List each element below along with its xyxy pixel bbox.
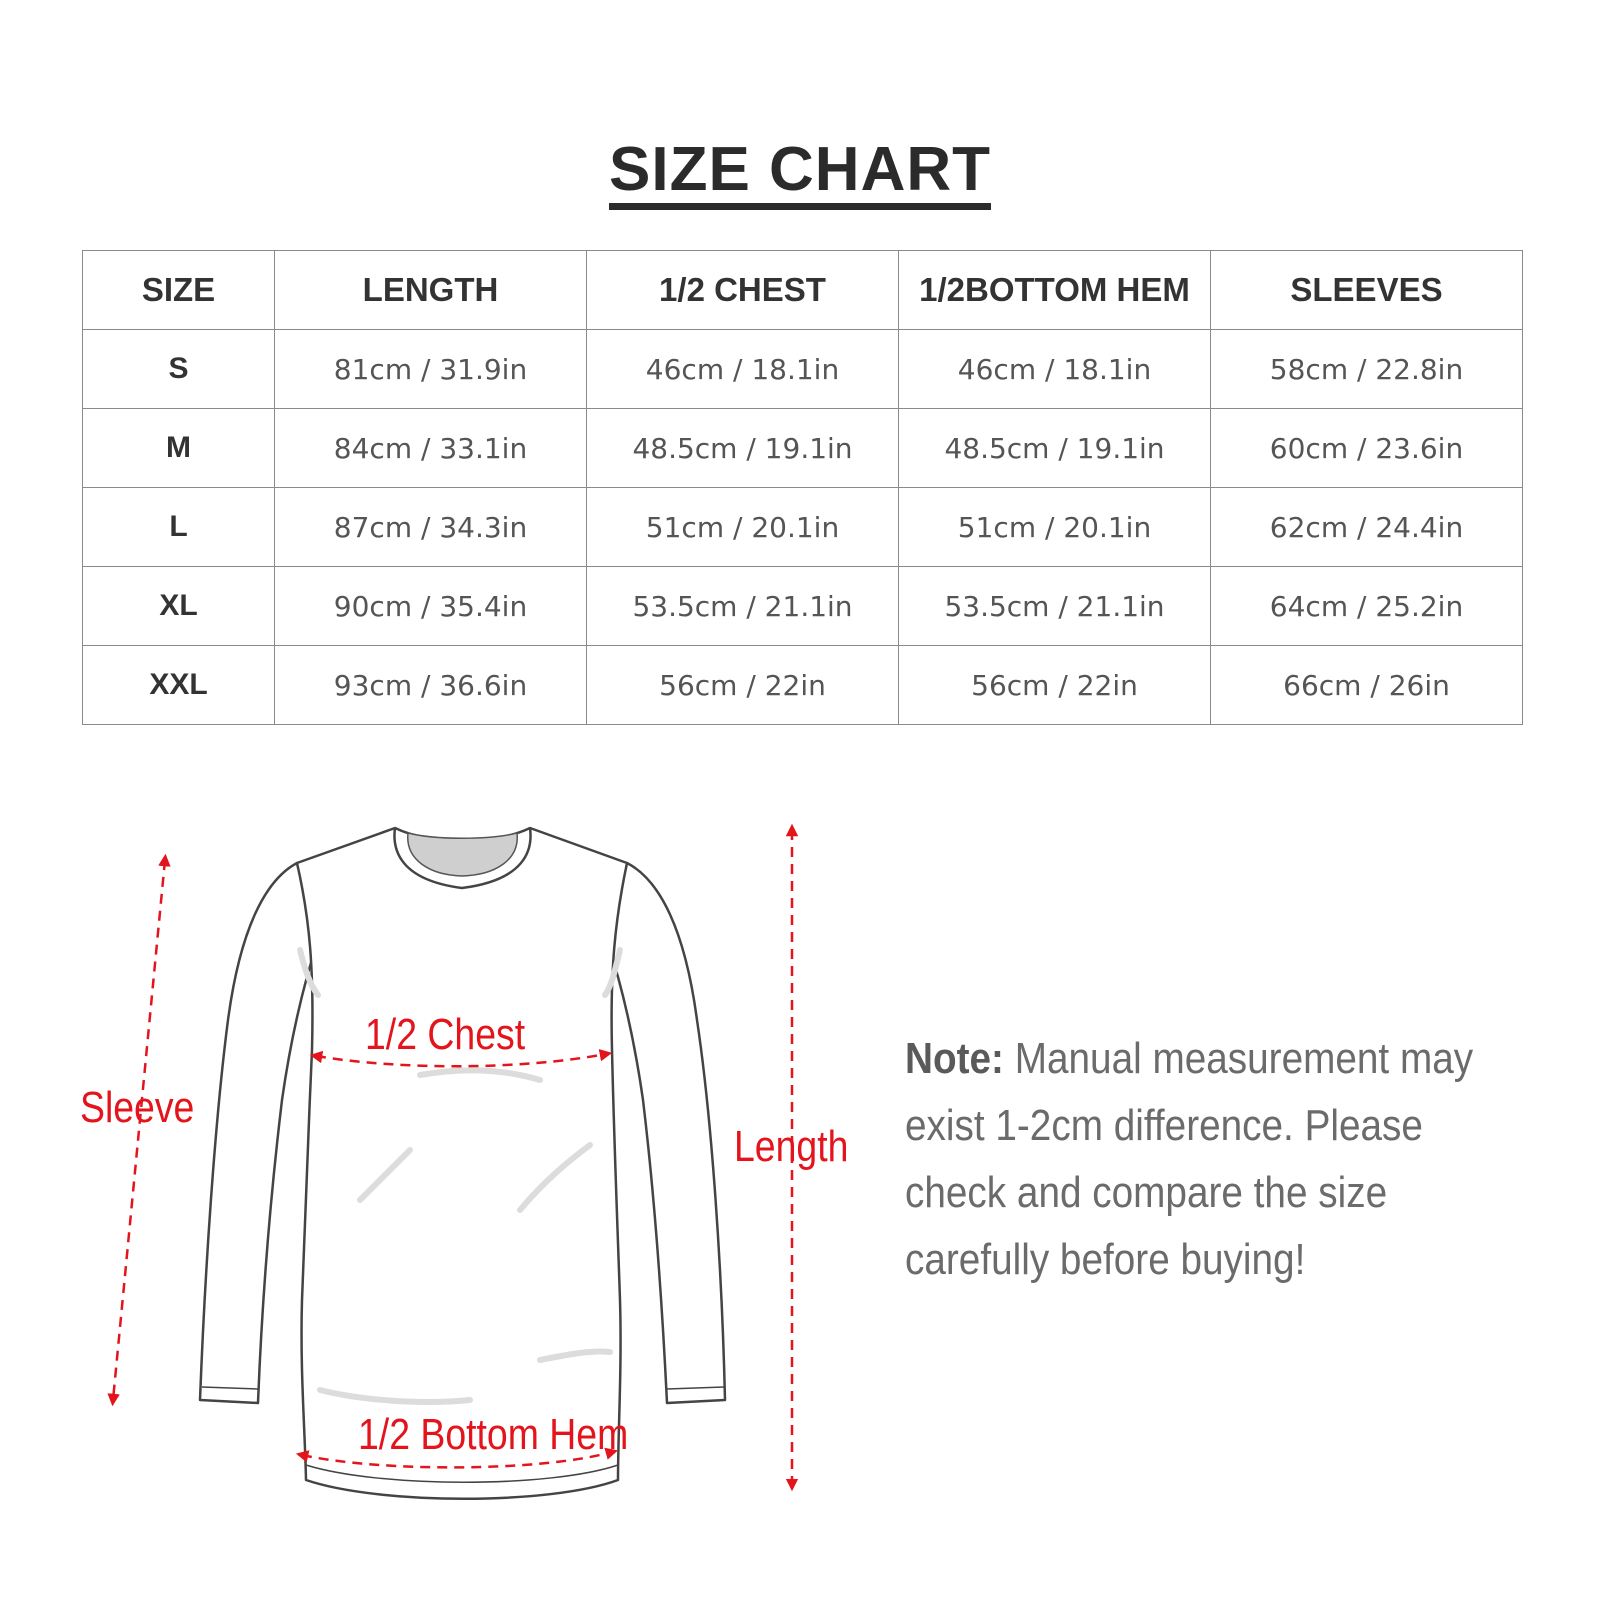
left-sleeve [200,863,318,1403]
right-sleeve [607,863,725,1403]
chest-cell: 46cm / 18.1in [587,330,899,409]
header-size: SIZE [83,251,275,330]
size-cell: M [83,409,275,488]
sleeves-cell: 62cm / 24.4in [1211,488,1523,567]
size-cell: L [83,488,275,567]
sleeves-cell: 60cm / 23.6in [1211,409,1523,488]
chest-cell: 51cm / 20.1in [587,488,899,567]
chest-cell: 48.5cm / 19.1in [587,409,899,488]
length-cell: 81cm / 31.9in [275,330,587,409]
length-cell: 90cm / 35.4in [275,567,587,646]
size-cell: XXL [83,646,275,725]
size-cell: S [83,330,275,409]
bottom-hem-cell: 46cm / 18.1in [899,330,1211,409]
chest-cell: 56cm / 22in [587,646,899,725]
header-length: LENGTH [275,251,587,330]
sleeves-cell: 64cm / 25.2in [1211,567,1523,646]
length-cell: 87cm / 34.3in [275,488,587,567]
chest-cell: 53.5cm / 21.1in [587,567,899,646]
header-chest: 1/2 CHEST [587,251,899,330]
header-bottom-hem: 1/2BOTTOM HEM [899,251,1211,330]
sleeves-cell: 66cm / 26in [1211,646,1523,725]
length-label: Length [734,1122,849,1171]
measurement-note [905,1025,1503,1293]
note-label: Note: [905,1034,1004,1083]
length-cell: 93cm / 36.6in [275,646,587,725]
sleeve-label: Sleeve [80,1083,195,1132]
header-sleeves: SLEEVES [1211,251,1523,330]
chest-label: 1/2 Chest [365,1010,526,1059]
bottom-hem-cell: 56cm / 22in [899,646,1211,725]
note-text: Manual measurement may exist 1-2cm difference. Please check and compare the size carefully before buying! [905,1034,1474,1284]
bottom-hem-label: 1/2 Bottom Hem [358,1410,629,1459]
size-cell: XL [83,567,275,646]
sleeves-cell: 58cm / 22.8in [1211,330,1523,409]
size-chart-title: SIZE CHART [0,134,1600,210]
bottom-hem-cell: 48.5cm / 19.1in [899,409,1211,488]
length-cell: 84cm / 33.1in [275,409,587,488]
bottom-hem-cell: 51cm / 20.1in [899,488,1211,567]
bottom-hem-cell: 53.5cm / 21.1in [899,567,1211,646]
